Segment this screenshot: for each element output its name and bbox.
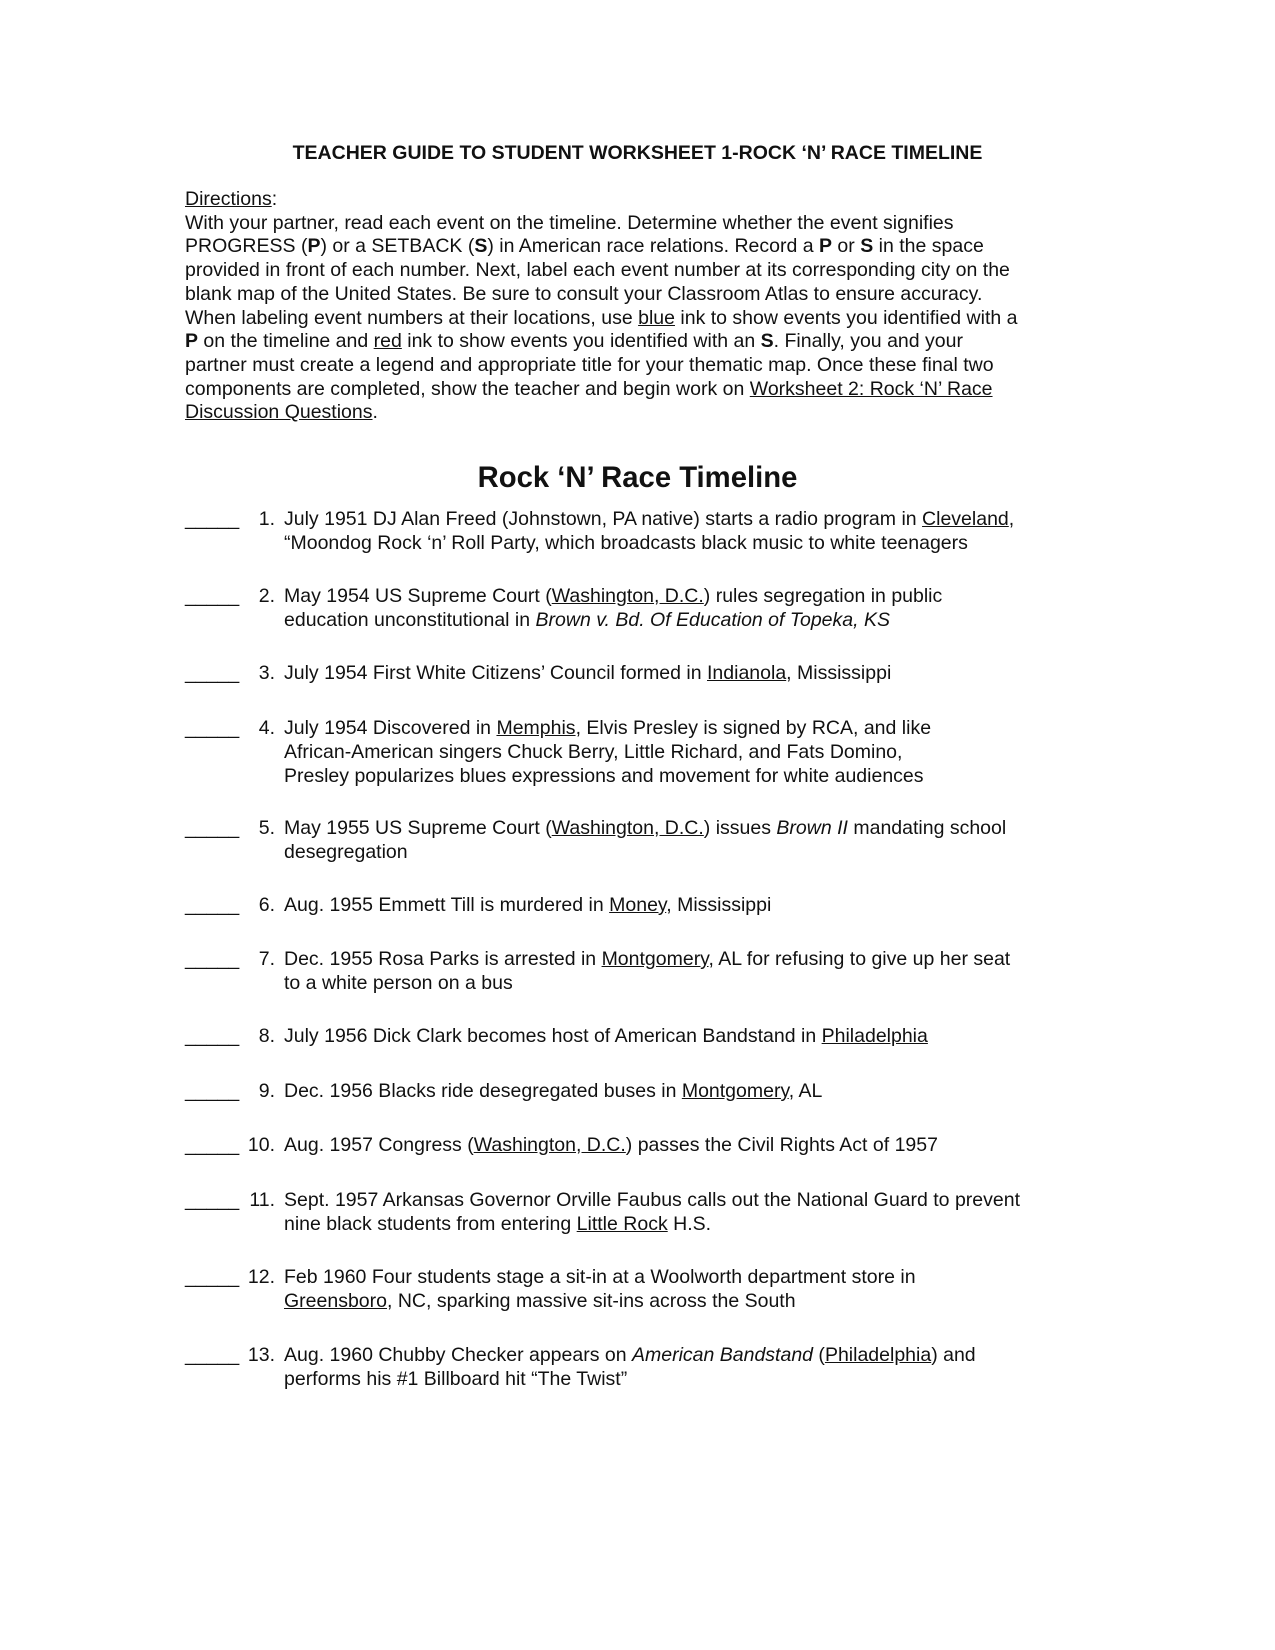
answer-blank: _____ bbox=[185, 717, 240, 739]
answer-blank: _____ bbox=[185, 1189, 240, 1211]
event-number: 13. bbox=[247, 1344, 275, 1366]
answer-blank: _____ bbox=[185, 817, 240, 839]
event-number: 1. bbox=[258, 508, 275, 530]
answer-blank: _____ bbox=[185, 585, 240, 607]
page-title: TEACHER GUIDE TO STUDENT WORKSHEET 1-ROCK ‘N’ RACE TIMELINE bbox=[292, 142, 983, 164]
event-number: 4. bbox=[258, 717, 275, 739]
event-number: 2. bbox=[258, 585, 275, 607]
answer-blank: _____ bbox=[185, 1266, 240, 1288]
answer-blank: _____ bbox=[185, 1344, 240, 1366]
answer-blank: _____ bbox=[185, 894, 240, 916]
event-number: 3. bbox=[258, 662, 275, 684]
worksheet-2-link: Worksheet 2: Rock ‘N’ Race bbox=[749, 377, 993, 400]
answer-blank: _____ bbox=[185, 948, 240, 970]
answer-blank: _____ bbox=[185, 662, 240, 684]
answer-blank: _____ bbox=[185, 1025, 240, 1047]
event-number: 11. bbox=[249, 1189, 275, 1211]
event-number: 6. bbox=[258, 894, 275, 916]
event-number: 5. bbox=[258, 817, 275, 839]
event-number: 9. bbox=[258, 1080, 275, 1102]
event-number: 8. bbox=[258, 1025, 275, 1047]
event-number: 12. bbox=[247, 1266, 275, 1288]
event-number: 10. bbox=[247, 1134, 275, 1156]
event-number: 7. bbox=[258, 948, 275, 970]
answer-blank: _____ bbox=[185, 508, 240, 530]
answer-blank: _____ bbox=[185, 1134, 240, 1156]
directions-heading: Directions: bbox=[185, 188, 278, 210]
answer-blank: _____ bbox=[185, 1080, 240, 1102]
timeline-title: Rock ‘N’ Race Timeline bbox=[477, 462, 798, 494]
directions-paragraph: Directions: With your partner, read each event on the timeline. Determine whether the event signifies PROGRESS (P) or a SETBACK (S) in American race relations. Record a P or S in the space provided in front of each number. Next, label each event number at its corresponding city on the blank map of the United States. Be sure to consult your Classroom Atlas to ensure accuracy. When labeling event numbers at their locations, use blue ink to show events you identified with a P on the timeline and red ink to show events you identified with an S. Finally, you and your partner must create a legend and appropriate title for your thematic map. Once these final two components are completed, show the teacher and begin work on Worksheet 2: Rock ‘N’ Race Discussion Questions. bbox=[185, 188, 1090, 425]
